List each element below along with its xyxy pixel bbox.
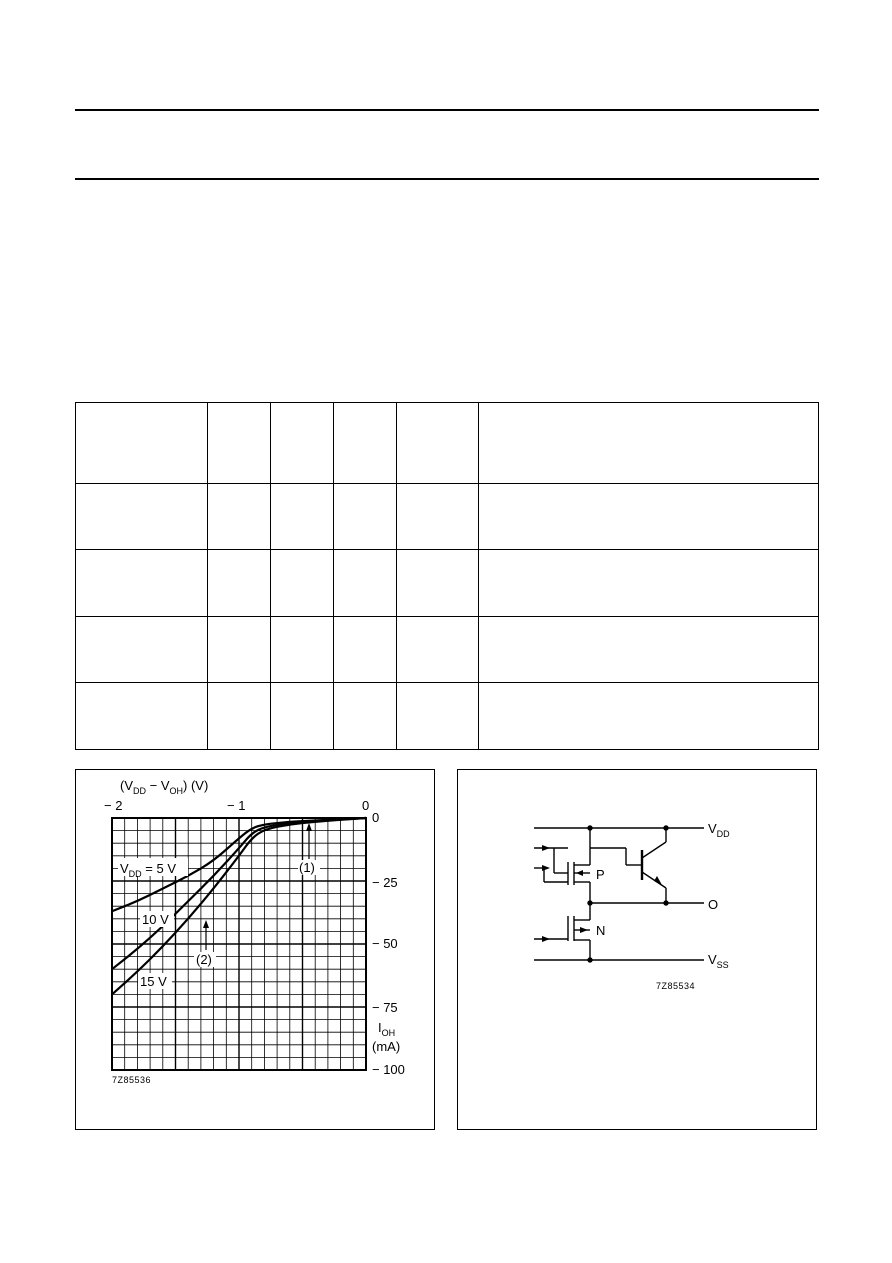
x-tick-label: − 2 xyxy=(104,798,123,813)
figure-code: 7Z85534 xyxy=(656,981,696,991)
note-2: (2) xyxy=(196,952,212,967)
curve-label-10v: 10 V xyxy=(142,912,169,927)
output-current-graph-panel xyxy=(75,769,435,1130)
curve-label-5v: $V_{DD} = 5$ V xyxy=(120,861,176,879)
y-axis-label: $I_{OH}$ xyxy=(378,1020,396,1038)
y-axis-unit: (mA) xyxy=(372,1039,401,1054)
note-2-arrowhead xyxy=(203,920,209,928)
header-rule xyxy=(75,178,819,180)
vss-label: $V_{SS}$ xyxy=(708,952,729,970)
table-row xyxy=(76,683,819,750)
curve-label-15v: 15 V xyxy=(140,974,167,989)
spec-table xyxy=(75,402,819,750)
output-stage-circuit xyxy=(458,770,818,1131)
n-label: N xyxy=(596,923,606,938)
note-1-arrowhead xyxy=(306,823,312,831)
y-tick-label: − 75 xyxy=(372,1000,398,1015)
table-row xyxy=(76,484,819,550)
x-tick-label: − 1 xyxy=(227,798,246,813)
output-current-chart xyxy=(76,770,436,1131)
output-stage-circuit-panel xyxy=(457,769,817,1130)
output-label: O xyxy=(708,897,719,912)
x-axis-label: $(V_{DD} - V_{OH})$ (V) xyxy=(120,778,209,796)
x-tick-label: 0 xyxy=(362,798,370,813)
table-row xyxy=(76,403,819,484)
y-tick-label: − 100 xyxy=(372,1062,405,1077)
y-tick-label: 0 xyxy=(372,810,380,825)
y-tick-label: − 50 xyxy=(372,936,398,951)
figure-code: 7Z85536 xyxy=(112,1075,152,1085)
note-1: (1) xyxy=(299,860,315,875)
table-row xyxy=(76,617,819,683)
table-row xyxy=(76,550,819,617)
p-label: P xyxy=(596,867,605,882)
vdd-label: $V_{DD}$ xyxy=(708,821,730,839)
top-rule xyxy=(75,109,819,111)
y-tick-label: − 25 xyxy=(372,875,398,890)
